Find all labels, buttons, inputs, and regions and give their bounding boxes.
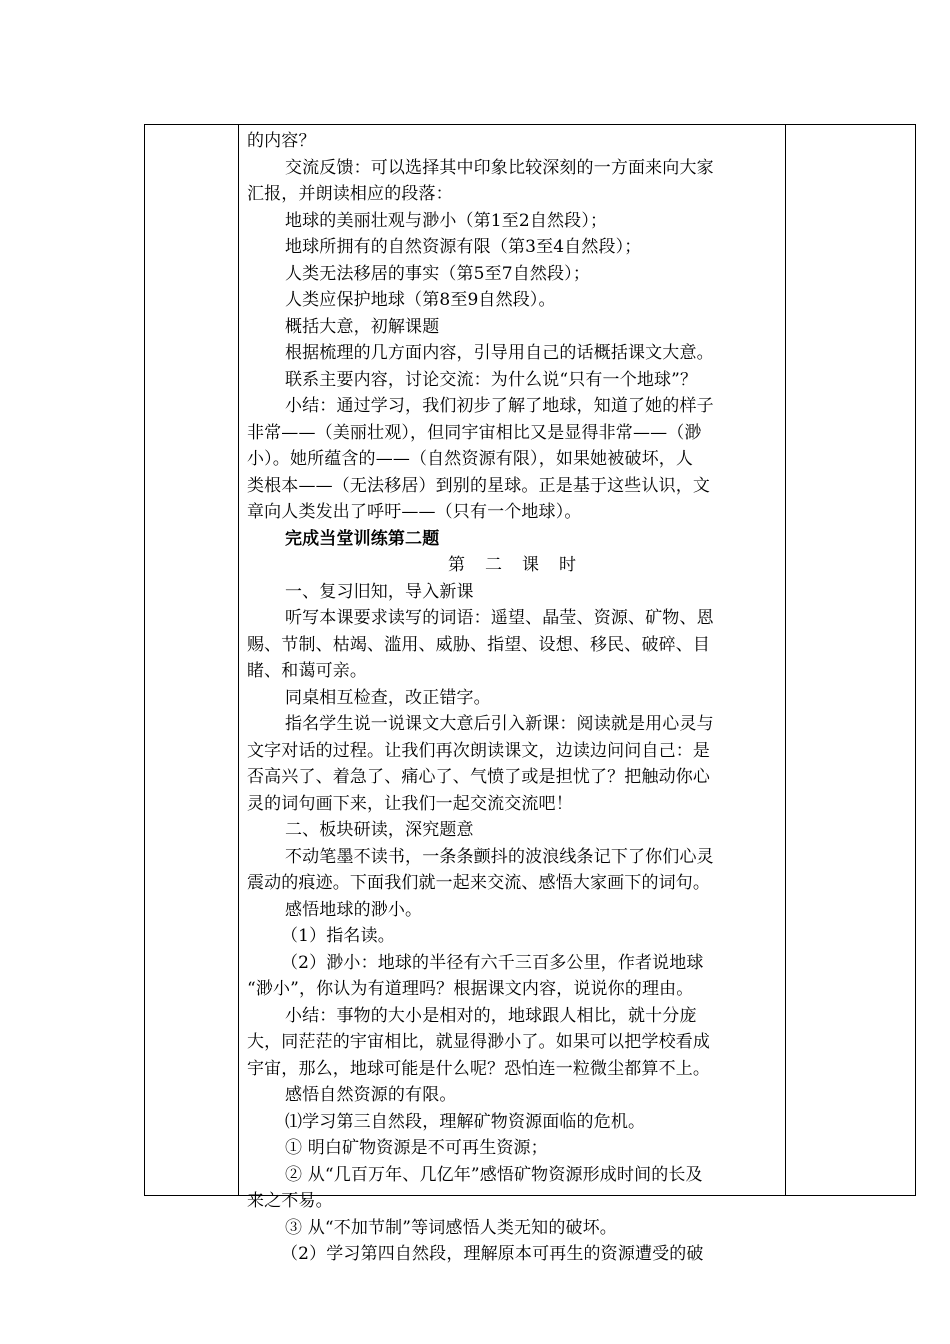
- text-line: （1）指名读。: [281, 926, 395, 946]
- text-line: 概括大意，初解课题: [285, 316, 440, 337]
- text-line: 宇宙，那么，地球可能是什么呢？恐怕连一粒微尘都算不上。: [247, 1058, 711, 1079]
- notes-column-cell: [786, 125, 915, 1195]
- text-line: 听写本课要求读写的词语：遥望、晶莹、资源、矿物、恩: [285, 608, 714, 628]
- text-line: 灵的词句画下来，让我们一起交流交流吧！: [247, 793, 573, 814]
- text-line: 地球所拥有的自然资源有限（第3至4自然段）；: [285, 237, 642, 257]
- text-line: 人类应保护地球（第8至9自然段）。: [285, 290, 556, 310]
- left-column-cell: [145, 125, 239, 1195]
- text-line: （2）渺小：地球的半径有六千三百多公里，作者说地球: [281, 952, 704, 973]
- text-line: （2）学习第四自然段，理解原本可再生的资源遭受的破: [281, 1244, 704, 1264]
- text-line: 的内容？: [247, 131, 316, 151]
- text-line: 汇报，并朗读相应的段落：: [247, 184, 453, 204]
- text-line: 类根本——（无法移居）到别的星球。正是基于这些认识，文: [247, 475, 711, 496]
- text-line: 大，同茫茫的宇宙相比，就显得渺小了。如果可以把学校看成: [247, 1032, 711, 1052]
- text-line: 小结：事物的大小是相对的，地球跟人相比，就十分庞: [285, 1005, 697, 1026]
- section-heading: 第二课时: [448, 555, 596, 575]
- lesson-plan-table: [144, 124, 916, 1264]
- text-line: 不动笔墨不读书，一条条颤抖的波浪线条记下了你们心灵: [285, 846, 714, 867]
- text-line: 地球的美丽壮观与渺小（第1至2自然段）；: [285, 210, 608, 231]
- text-line: 赐、节制、枯竭、滥用、威胁、指望、设想、移民、破碎、目: [247, 634, 711, 655]
- text-line: 感悟地球的渺小。: [285, 899, 423, 920]
- text-line: 人类无法移居的事实（第5至7自然段）；: [285, 263, 590, 284]
- text-line: 指名学生说一说课文大意后引入新课：阅读就是用心灵与: [285, 714, 714, 734]
- text-line: “渺小”，你认为有道理吗？根据课文内容，说说你的理由。: [247, 979, 694, 999]
- lesson-content-cell: [239, 125, 786, 1264]
- text-line: 来之不易。: [247, 1191, 333, 1211]
- text-line: 章向人类发出了呼吁——（只有一个地球）。: [247, 502, 582, 522]
- text-line: 文字对话的过程。让我们再次朗读课文，边读边问问自己：是: [247, 740, 711, 761]
- text-line: 一、复习旧知，导入新课: [285, 581, 474, 602]
- text-line: 联系主要内容，讨论交流：为什么说“只有一个地球”？: [285, 369, 698, 390]
- text-line: 非常——（美丽壮观），但同宇宙相比又是显得非常——（渺: [247, 422, 702, 443]
- text-line: ① 明白矿物资源是不可再生资源；: [285, 1138, 548, 1158]
- text-line: ③ 从“不加节制”等词感悟人类无知的破坏。: [285, 1217, 617, 1238]
- text-line: 同桌相互检查，改正错字。: [285, 687, 491, 708]
- text-line: ⑴学习第三自然段，理解矿物资源面临的危机。: [285, 1111, 646, 1132]
- text-line: 小）。她所蕴含的——（自然资源有限），如果她被破坏，人: [247, 449, 694, 469]
- text-line: 否高兴了、着急了、痛心了、气愤了或是担忧了？把触动你心: [247, 767, 711, 787]
- text-line: 根据梳理的几方面内容，引导用自己的话概括课文大意。: [285, 343, 714, 363]
- text-line: ② 从“几百万年、几亿年”感悟矿物资源形成时间的长及: [285, 1164, 703, 1185]
- text-line: 睹、和蔼可亲。: [247, 661, 368, 681]
- text-line: 完成当堂训练第二题: [285, 528, 440, 549]
- text-line: 交流反馈：可以选择其中印象比较深刻的一方面来向大家: [285, 157, 714, 178]
- text-line: 感悟自然资源的有限。: [285, 1085, 457, 1105]
- text-line: 震动的痕迹。下面我们就一起来交流、感悟大家画下的词句。: [247, 873, 711, 893]
- text-line: 小结：通过学习，我们初步了解了地球，知道了她的样子: [285, 396, 714, 416]
- text-line: 二、板块研读，深究题意: [285, 820, 474, 840]
